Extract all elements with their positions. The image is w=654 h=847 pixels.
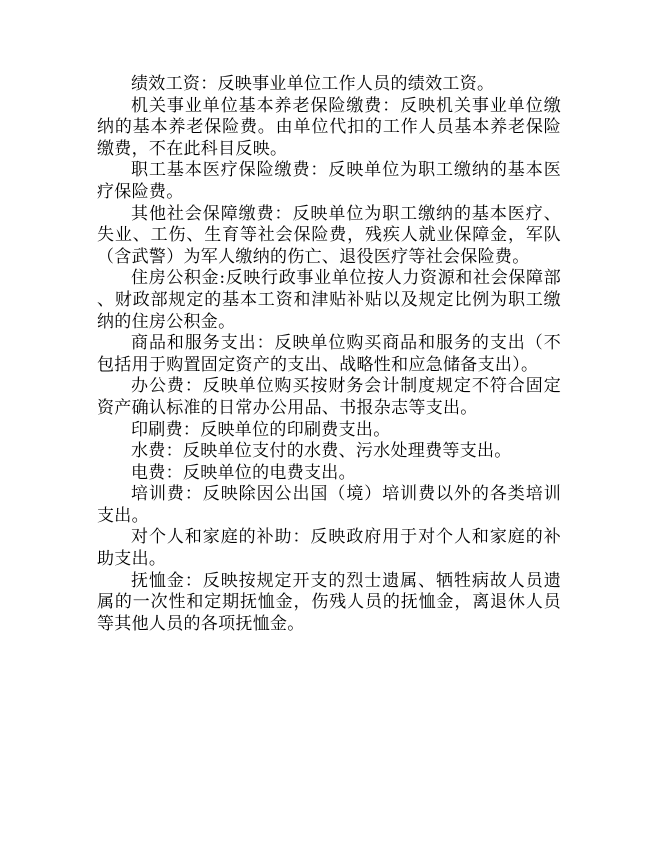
paragraph-housing-fund: 住房公积金:反映行政事业单位按人力资源和社会保障部、财政部规定的基本工资和津贴补贴以及规定比例为职工缴纳的住房公积金。 [97,268,561,332]
paragraph-electricity-fees: 电费：反映单位的电费支出。 [131,462,356,483]
paragraph-pension-benefits: 抚恤金：反映按规定开支的烈士遗属、牺牲病故人员遗属的一次性和定期抚恤金，伤残人员的抚恤金，离退休人员等其他人员的各项抚恤金。 [97,570,561,634]
paragraph-performance-pay: 绩效工资：反映事业单位工作人员的绩效工资。 [131,74,495,94]
paragraph-water-fees: 水费：反映单位支付的水费、污水处理费等支出。 [131,441,512,462]
paragraph-medical-insurance: 职工基本医疗保险缴费：反映单位为职工缴纳的基本医疗保险费。 [97,160,561,202]
paragraph-goods-services: 商品和服务支出：反映单位购买商品和服务的支出（不包括用于购置固定资产的支出、战略性和应急储备支出）。 [97,333,561,375]
paragraph-pension-insurance: 机关事业单位基本养老保险缴费：反映机关事业单位缴纳的基本养老保险费。由单位代扣的工作人员基本养老保险缴费，不在此科目反映。 [97,95,561,159]
paragraph-household-subsidies: 对个人和家庭的补助：反映政府用于对个人和家庭的补助支出。 [97,527,561,570]
paragraph-other-social-security: 其他社会保障缴费：反映单位为职工缴纳的基本医疗、失业、工伤、生育等社会保险费，残疾人就业保障金，军队（含武警）为军人缴纳的伤亡、退役医疗等社会保险费。 [97,203,561,267]
paragraph-printing-fees: 印刷费：反映单位的印刷费支出。 [131,419,391,440]
document-body [97,74,561,635]
paragraph-training-fees: 培训费：反映除因公出国（境）培训费以外的各类培训支出。 [97,484,561,526]
paragraph-office-expenses: 办公费：反映单位购买按财务会计制度规定不符合固定资产确认标准的日常办公用品、书报杂志等支出。 [97,376,561,418]
